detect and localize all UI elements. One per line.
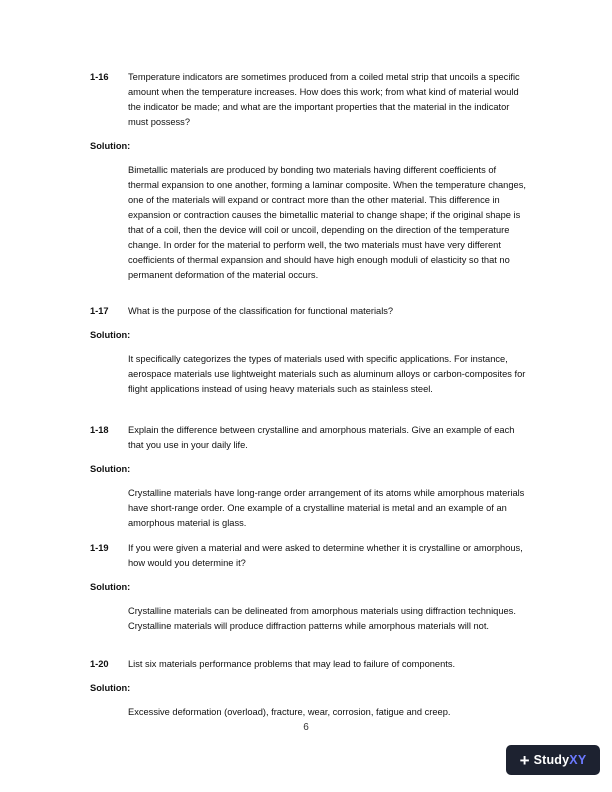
question-block-1-17 [90,304,526,397]
question-text: What is the purpose of the classification for functional materials? [128,306,394,316]
question-block-1-16 [90,70,526,283]
page-number: 6 [303,722,309,733]
solution-text: Excessive deformation (overload), fracture, wear, corrosion, fatigue and creep. [128,707,451,717]
plus-icon: + [519,750,530,770]
question-block-1-20 [90,657,526,720]
question-text: If you were given a material and were asked to determine whether it is crystalline or amorphous, how would you determine it? [128,543,523,568]
question-number: 1-18 [90,425,109,435]
solution-label: Solution: [90,582,131,592]
solution-label: Solution: [90,683,131,693]
studyxy-badge[interactable] [506,745,600,775]
solution-label: Solution: [90,141,131,151]
solution-label: Solution: [90,464,131,474]
question-number: 1-17 [90,306,109,316]
solution-label: Solution: [90,330,131,340]
question-number: 1-16 [90,72,109,82]
question-block-1-18 [90,423,526,531]
question-row [90,304,526,319]
solution-text: Crystalline materials have long-range order arrangement of its atoms while amorphous materials have short-range order. One example of a crystalline material is metal and an example of an amorphous material is glass. [128,488,525,528]
question-text: Explain the difference between crystalline and amorphous materials. Give an example of each that you use in your daily life. [128,425,515,450]
question-row [90,541,526,571]
question-number: 1-19 [90,543,109,553]
brand-name [534,753,587,767]
solution-text: Crystalline materials can be delineated from amorphous materials using diffraction techniques. Crystalline materials will produce diffraction patterns while amorphous materials will not. [128,606,516,631]
brand-name-part1: Study [533,753,570,767]
question-row [90,657,526,672]
question-text: Temperature indicators are sometimes produced from a coiled metal strip that uncoils a specific amount when the temperature increases. How does this work; from what kind of material would the indicator be made; and what are the important properties that the material in the indicator must possess? [128,72,520,127]
question-text: List six materials performance problems that may lead to failure of components. [128,659,456,669]
solution-text: It specifically categorizes the types of materials used with specific applications. For instance, aerospace materials use lightweight materials such as aluminum alloys or carbon-composites for flight applications instead of using heavy materials such as stainless steel. [128,354,526,394]
question-block-1-19 [90,541,526,634]
question-number: 1-20 [90,659,109,669]
solution-text: Bimetallic materials are produced by bonding two materials having different coefficients of thermal expansion to one another, forming a laminar composite. When the temperature changes, one of the materials will expand or contract more than the other material. This difference in expansion or contraction causes the bimetallic material to change shape; if the original shape is that of a coil, then the device will coil or uncoil, depending on the direction of the temperature change. In order for the material to perform well, the two materials must have very different coefficients of thermal expansion and should have high enough moduli of elasticity so that no permanent deformation of the material occurs. [128,165,526,280]
brand-name-part2: XY [569,753,587,767]
question-row [90,423,526,453]
question-row [90,70,526,130]
